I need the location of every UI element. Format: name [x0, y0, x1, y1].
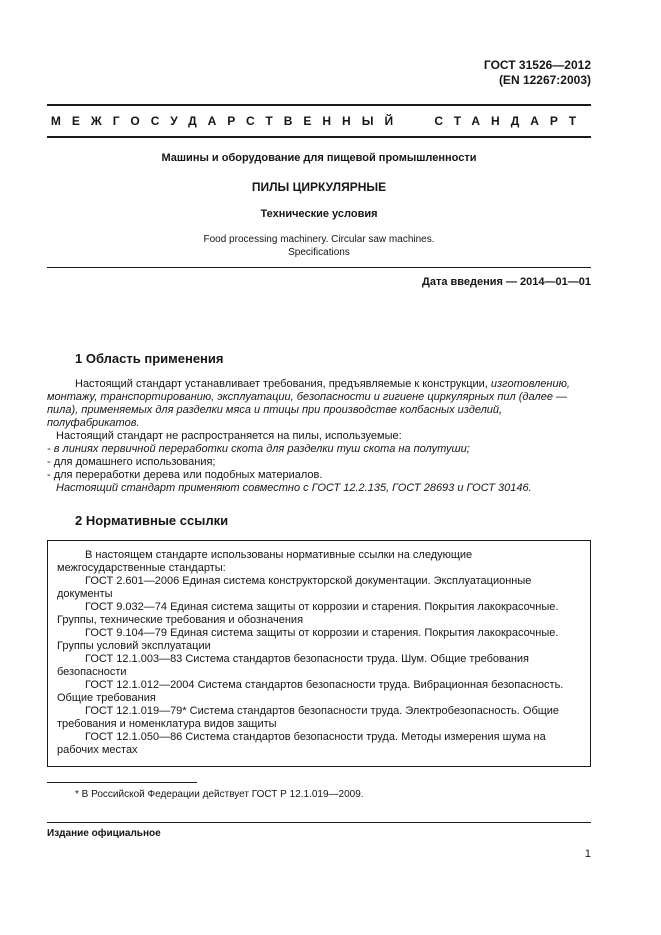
- effective-date: Дата введения — 2014—01—01: [422, 276, 591, 288]
- footnote-divider: [47, 782, 197, 783]
- reference-item: ГОСТ 2.601—2006 Единая система конструкторской документации. Эксплуатационные документы: [57, 575, 532, 600]
- scope-paragraph-1: [47, 378, 591, 430]
- doc-numbers: [47, 58, 591, 88]
- section-2-heading: 2 Нормативные ссылки: [75, 513, 229, 528]
- scope-paragraph-3: Настоящий стандарт применяют совместно с ГОСТ 12.2.135, ГОСТ 28693 и ГОСТ 30146.: [56, 482, 532, 494]
- reference-item: ГОСТ 12.1.003—83 Система стандартов безопасности труда. Шум. Общие требования безопасности: [57, 653, 530, 678]
- reference-item: ГОСТ 12.1.012—2004 Система стандартов безопасности труда. Вибрационная безопасность. Общие требования: [57, 679, 564, 704]
- scope-p1-regular: Настоящий стандарт устанавливает требования, предъявляемые к конструкции,: [75, 378, 491, 390]
- main-title: ПИЛЫ ЦИРКУЛЯРНЫЕ: [251, 180, 387, 194]
- subtitle: Технические условия: [260, 208, 378, 220]
- doc-number: ГОСТ 31526—2012: [483, 58, 591, 72]
- references-box: [47, 540, 591, 767]
- title-divider: [47, 267, 591, 268]
- edition-note: Издание официальное: [47, 828, 161, 839]
- reference-item: ГОСТ 12.1.050—86 Система стандартов безопасности труда. Методы измерения шума на рабочих местах: [57, 731, 546, 756]
- reference-item: ГОСТ 9.032—74 Единая система защиты от коррозии и старения. Покрытия лакокрасочные. Группы, технические требования и обозначения: [57, 601, 559, 626]
- reference-item: ГОСТ 9.104—79 Единая система защиты от коррозии и старения. Покрытия лакокрасочные. Группы условий эксплуатации: [57, 627, 559, 652]
- references-intro: В настоящем стандарте использованы нормативные ссылки на следующие межгосударственные стандарты:: [57, 549, 473, 574]
- standard-type-label: МЕЖГОСУДАРСТВЕННЫЙ СТАНДАРТ: [50, 114, 588, 128]
- reference-item: ГОСТ 12.1.019—79* Система стандартов безопасности труда. Электробезопасность. Общие требования и номенклатура видов защиты: [57, 705, 560, 730]
- scope-list-item-1: - в линиях первичной переработки скота для разделки туш скота на полутуши;: [47, 443, 470, 455]
- subject-line: Машины и оборудование для пищевой промышленности: [161, 152, 477, 164]
- scope-p1-italic: изготовлению, монтажу, транспортированию, эксплуатации, безопасности и гигиене циркулярных пил (далее — пила), применяемых для разделки мяса и птицы при производстве колбасных изделий, полуфабрикатов.: [47, 378, 570, 429]
- scope-list-item-3: - для переработки дерева или подобных материалов.: [47, 469, 323, 481]
- scope-list-item-2: - для домашнего использования;: [47, 456, 216, 468]
- footnote-block: [47, 782, 591, 801]
- section-references: [47, 513, 591, 767]
- page-number: 1: [584, 848, 591, 860]
- doc-number-en: (EN 12267:2003): [498, 73, 591, 87]
- page-footer: [47, 822, 591, 860]
- standard-type-banner: [47, 104, 591, 138]
- section-1-heading: 1 Область применения: [75, 351, 224, 366]
- english-title-line-1: Food processing machinery. Circular saw machines.: [203, 234, 435, 245]
- english-title-line-2: Specifications: [288, 247, 350, 258]
- footer-divider: [47, 822, 591, 823]
- footnote-text: * В Российской Федерации действует ГОСТ Р 12.1.019—2009.: [75, 789, 364, 800]
- section-scope: [47, 351, 591, 495]
- scope-paragraph-2: Настоящий стандарт не распространяется на пилы, используемые:: [56, 430, 402, 442]
